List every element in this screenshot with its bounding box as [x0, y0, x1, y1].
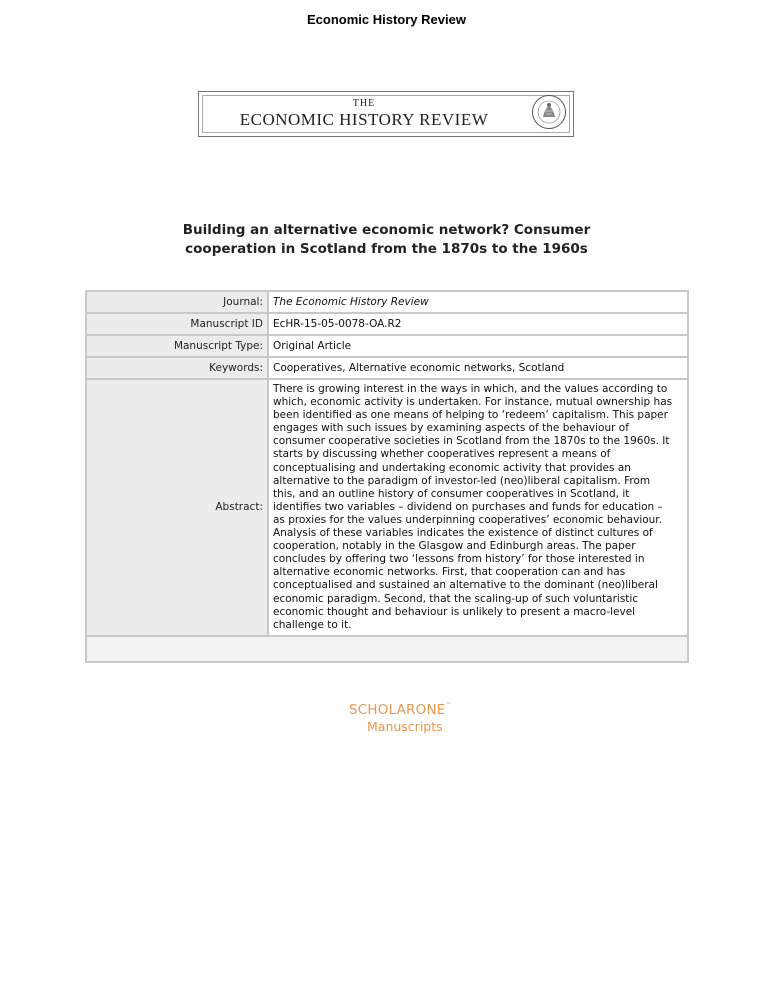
- journal-label: Journal:: [86, 291, 268, 313]
- abstract-line: which, economic activity is undertaken. For instance, mutual ownership has: [273, 396, 673, 409]
- scholarone-sub: Manuscripts: [367, 719, 443, 734]
- keywords-label: Keywords:: [86, 357, 268, 379]
- manuscript-id-value: EcHR-15-05-0078-OA.R2: [268, 313, 688, 335]
- abstract-line: as proxies for the values underpinning cooperatives’ economic behaviour.: [273, 513, 663, 526]
- scholarone-logo: [349, 702, 452, 734]
- manuscript-id-label: Manuscript ID: [86, 313, 268, 335]
- table-row: [86, 313, 688, 335]
- abstract-line: economic thought and behaviour is unlikely to present a macro-level: [273, 605, 636, 618]
- abstract-line: economic paradigm. Second, that the scaling-up of such voluntaristic: [273, 592, 639, 605]
- paper-title: [0, 221, 773, 259]
- journal-banner-logo: [198, 91, 574, 137]
- abstract-line: alternative economic networks. First, that cooperation can and has: [273, 566, 626, 579]
- table-row-empty: [86, 636, 688, 662]
- abstract-line: cooperation, notably in the Glasgow and Edinburgh areas. The paper: [273, 540, 636, 553]
- abstract-line: concludes by offering two ‘lessons from history’ for those interested in: [273, 553, 645, 566]
- abstract-line: engages with such issues by examining aspects of the behaviour of: [273, 422, 629, 435]
- abstract-line: challenge to it.: [273, 618, 352, 631]
- manuscript-metadata-table: [85, 290, 689, 663]
- abstract-line: identifies two variables – dividend on purchases and funds for education –: [273, 500, 663, 513]
- abstract-line: Analysis of these variables indicates the existence of distinct cultures of: [273, 527, 653, 540]
- journal-value: The Economic History Review: [268, 291, 688, 313]
- table-row: [86, 291, 688, 313]
- abstract-line: There is growing interest in the ways in which, and the values according to: [273, 383, 668, 395]
- abstract-line: starts by discussing whether cooperatives represent a means of: [273, 448, 611, 461]
- banner-title: ECONOMIC HISTORY REVIEW: [239, 110, 489, 129]
- scholarone-brand-text: SCHOLARONE: [349, 702, 446, 718]
- abstract-line: conceptualising and undertaking economic activity that provides an: [273, 461, 631, 474]
- running-header: Economic History Review: [307, 12, 466, 27]
- manuscript-type-label: Manuscript Type:: [86, 335, 268, 357]
- abstract-line: conceptualised and sustained an alternative to the dominant (neo)liberal: [273, 579, 658, 592]
- paper-title-line: cooperation in Scotland from the 1870s to the 1960s: [185, 241, 588, 257]
- table-row: [86, 357, 688, 379]
- abstract-line: consumer cooperative societies in Scotland from the 1870s to the 1960s. It: [273, 435, 670, 448]
- banner-the: THE: [352, 98, 376, 109]
- society-seal-icon: [531, 94, 567, 130]
- table-row: [86, 335, 688, 357]
- table-row: [86, 379, 688, 636]
- manuscript-type-value: Original Article: [268, 335, 688, 357]
- trademark-mark: ™: [445, 702, 452, 709]
- abstract-line: alternative to the paradigm of investor-led (neo)liberal capitalism. From: [273, 474, 651, 487]
- scholarone-brand: [349, 702, 452, 718]
- empty-cell: [86, 636, 688, 662]
- abstract-text: [268, 379, 688, 636]
- keywords-value: Cooperatives, Alternative economic networks, Scotland: [268, 357, 688, 379]
- paper-title-line: Building an alternative economic network? Consumer: [182, 222, 591, 238]
- abstract-line: been identified as one means of helping to ‘redeem’ capitalism. This paper: [273, 409, 668, 422]
- abstract-line: this, and an outline history of consumer cooperatives in Scotland, it: [273, 487, 630, 500]
- abstract-label: Abstract:: [86, 379, 268, 636]
